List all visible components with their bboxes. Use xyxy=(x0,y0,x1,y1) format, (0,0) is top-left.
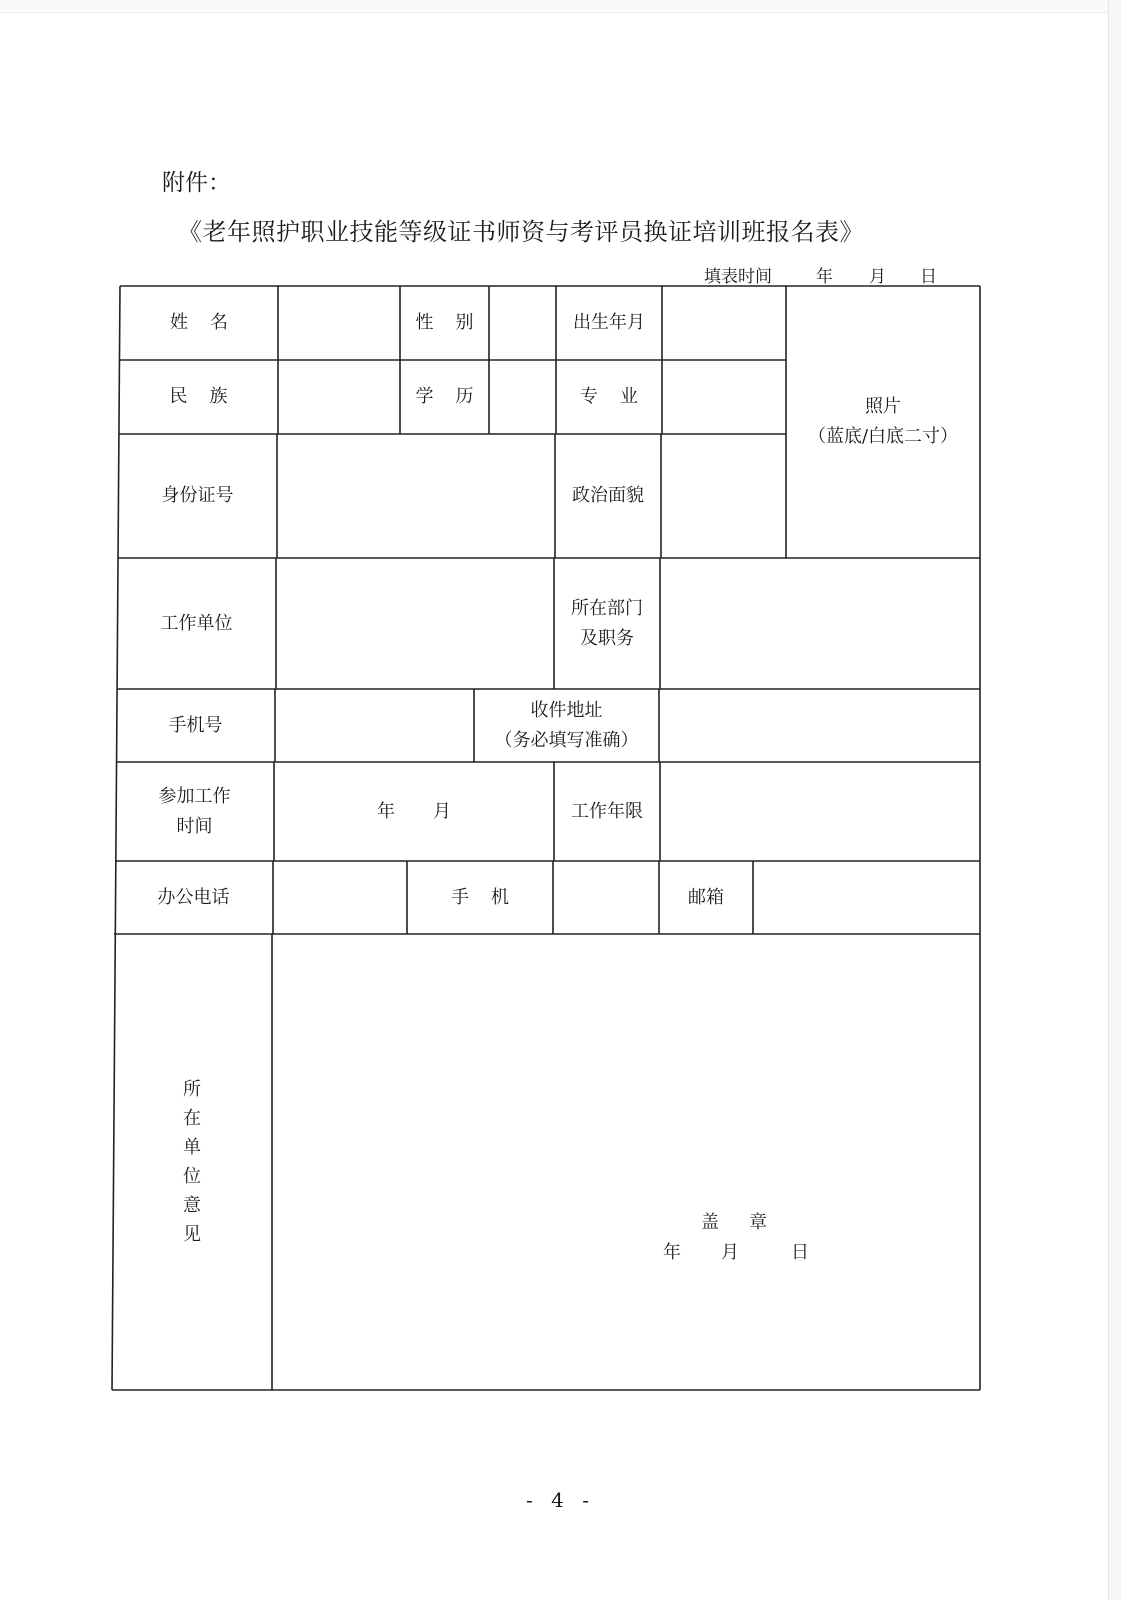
photo-label: 照片 xyxy=(865,396,901,417)
page-number: - 4 - xyxy=(526,1488,595,1512)
work-years-field[interactable] xyxy=(660,762,980,861)
work-start-field[interactable] xyxy=(274,762,554,861)
fill-date-month: 月 xyxy=(869,267,886,287)
work-start-label: 参加工作 时间 xyxy=(158,785,231,837)
work-years-label: 工作年限 xyxy=(571,800,643,822)
work-start-year: 年 xyxy=(377,800,395,822)
employer-field[interactable] xyxy=(276,558,554,689)
mobile-field[interactable] xyxy=(275,689,474,762)
cellphone-label: 手 机 xyxy=(451,886,509,908)
opinion-label: 所 在 单 位 意 见 xyxy=(183,1079,201,1245)
document-title: 《老年照护职业技能等级证书师资与考评员换证培训班报名表》 xyxy=(178,218,864,246)
birth-field[interactable] xyxy=(662,286,786,360)
education-field[interactable] xyxy=(489,360,556,434)
photo-box[interactable] xyxy=(786,286,980,558)
address-label: 收件地址 （务必填写准确） xyxy=(494,699,639,751)
fill-date-label: 填表时间 xyxy=(704,267,772,287)
department-label: 所在部门 及职务 xyxy=(571,597,643,649)
office-phone-field[interactable] xyxy=(273,861,407,934)
seal-label: 盖 章 xyxy=(701,1212,767,1233)
birth-label: 出生年月 xyxy=(573,312,645,333)
major-label: 专 业 xyxy=(580,386,638,407)
opinion-date xyxy=(663,1238,809,1264)
education-label: 学 历 xyxy=(415,386,474,407)
department-field[interactable] xyxy=(660,558,980,689)
office-phone-label: 办公电话 xyxy=(157,886,230,908)
political-status-field[interactable] xyxy=(661,434,786,558)
mobile-label: 手机号 xyxy=(168,714,223,736)
id-number-field[interactable] xyxy=(277,434,555,558)
name-field[interactable] xyxy=(278,286,400,360)
opinion-date-month: 月 xyxy=(721,1242,739,1263)
opinion-date-year: 年 xyxy=(663,1242,681,1263)
fill-date-year: 年 xyxy=(816,267,833,287)
fill-date-day: 日 xyxy=(920,267,937,287)
attachment-label: 附件： xyxy=(162,170,231,196)
email-field[interactable] xyxy=(753,861,980,934)
employer-label: 工作单位 xyxy=(160,612,233,634)
gender-field[interactable] xyxy=(489,286,556,360)
opinion-date-day: 日 xyxy=(791,1242,809,1263)
name-label: 姓 名 xyxy=(170,312,228,333)
ethnicity-label: 民 族 xyxy=(169,386,228,407)
address-field[interactable] xyxy=(659,689,980,762)
work-start-month: 月 xyxy=(433,800,451,822)
email-label: 邮箱 xyxy=(688,886,724,908)
cellphone-field[interactable] xyxy=(553,861,659,934)
ethnicity-field[interactable] xyxy=(278,360,400,434)
photo-spec: （蓝底/白底二寸） xyxy=(807,426,959,447)
gender-label: 性 别 xyxy=(415,312,474,333)
opinion-field[interactable] xyxy=(272,934,980,1390)
major-field[interactable] xyxy=(662,360,786,434)
political-status-label: 政治面貌 xyxy=(572,485,644,506)
id-number-label: 身份证号 xyxy=(161,485,234,506)
